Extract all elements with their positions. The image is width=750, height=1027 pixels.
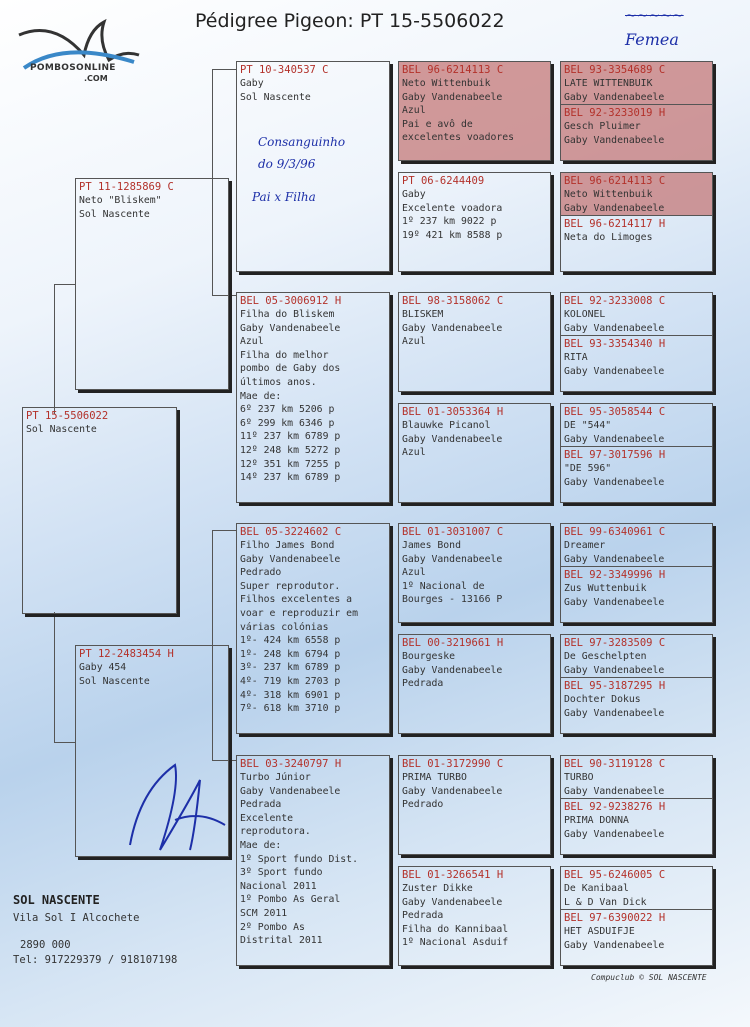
connector-line <box>54 284 76 285</box>
logo-text: POMBOSONLINE <box>30 63 116 73</box>
pedigree-box-sire: PT 11-1285869 C Neto "Bliskem" Sol Nascente <box>75 178 229 390</box>
connector-line <box>212 69 236 70</box>
pedigree-box-gen2: BEL 03-3240797 H Turbo Júnior Gaby Vandenabeele Pedrada Excelente reprodutora. Mae de: 1º Sport fundo Dist. 3º Sport fundo Nacional 2011 1º Pombo As Geral SCM 2011 2º Pombo As Distrital 2011 <box>236 755 390 966</box>
ring-number: PT 12-2483454 H <box>79 648 174 660</box>
pedigree-box-gen4-pair: BEL 95-3058544 C DE "544" Gaby Vandenabeele BEL 97-3017596 H "DE 596" Gaby Vandenabeele <box>560 403 713 503</box>
pedigree-box-gen2: PT 10-340537 C Gaby Sol Nascente <box>236 61 390 272</box>
connector-line <box>54 612 55 742</box>
pombosonline-logo <box>14 10 144 90</box>
pedigree-box-gen4-pair: BEL 97-3283509 C De Geschelpten Gaby Vandenabeele BEL 95-3187295 H Dochter Dokus Gaby Vandenabeele <box>560 634 713 734</box>
connector-line <box>54 284 55 414</box>
pedigree-box-gen3: BEL 01-3266541 H Zuster Dikke Gaby Vandenabeele Pedrada Filha do Kannibaal 1º Nacional Asduif <box>398 866 551 966</box>
breeder-postcode: 2890 000 <box>20 939 71 951</box>
pedigree-box-subject: PT 15-5506022 Sol Nascente <box>22 407 177 614</box>
ring-number: PT 15-5506022 <box>26 410 109 422</box>
connector-line <box>212 530 236 531</box>
handwritten-note-2: do 9/3/96 <box>258 157 316 171</box>
breeder-address: Vila Sol I Alcochete <box>13 912 140 924</box>
pedigree-box-gen4-pair: BEL 90-3119128 C TURBO Gaby Vandenabeele BEL 92-9238276 H PRIMA DONNA Gaby Vandenabeele <box>560 755 713 855</box>
handwritten-note-1: Consanguinho <box>258 135 346 149</box>
pedigree-box-gen3: BEL 96-6214113 C Neto Wittenbuik Gaby Vandenabeele Azul Pai e avô de excelentes voadores <box>398 61 551 161</box>
pedigree-box-gen4-pair: BEL 93-3354689 C LATE WITTENBUIK Gaby Vandenabeele BEL 92-3233019 H Gesch Pluimer Gaby Vandenabeele <box>560 61 713 161</box>
handwritten-note-3: Pai x Filha <box>252 190 316 204</box>
signature-icon <box>120 750 230 870</box>
pedigree-box-gen4-pair: BEL 95-6246005 C De Kanibaal L & D Van Dick BEL 97-6390022 H HET ASDUIFJE Gaby Vandenabeele <box>560 866 713 966</box>
pigeon-logo-icon <box>14 10 144 90</box>
pedigree-box-gen3: BEL 98-3158062 C BLISKEM Gaby Vandenabeele Azul <box>398 292 551 392</box>
pedigree-box-gen3: BEL 01-3053364 H Blauwke Picanol Gaby Vandenabeele Azul <box>398 403 551 503</box>
pedigree-box-gen4-pair: BEL 99-6340961 C Dreamer Gaby Vandenabeele BEL 92-3349996 H Zus Wuttenbuik Gaby Vandenabeele <box>560 523 713 623</box>
page-title: Pédigree Pigeon: PT 15-5506022 <box>195 10 505 32</box>
breeder-phone: Tel: 917229379 / 918107198 <box>13 954 178 966</box>
breeder-name: SOL NASCENTE <box>13 893 100 907</box>
handwritten-sex: Femea <box>625 30 679 49</box>
pedigree-box-gen3: BEL 00-3219661 H Bourgeske Gaby Vandenabeele Pedrada <box>398 634 551 734</box>
pedigree-box-gen2: BEL 05-3224602 C Filho James Bond Gaby Vandenabeele Pedrado Super reprodutor. Filhos excelentes a voar e reproduzir em várias colónias 1º- 424 km 6558 p 1º- 248 km 6794 p 3º- 237 km 6789 p 4º- 719 km 2703 p 4º- 318 km 6901 p 7º- 618 km 3710 p <box>236 523 390 734</box>
pedigree-box-gen3: BEL 01-3172990 C PRIMA TURBO Gaby Vandenabeele Pedrado <box>398 755 551 855</box>
pedigree-box-gen4-pair: BEL 92-3233008 C KOLONEL Gaby Vandenabeele BEL 93-3354340 H RITA Gaby Vandenabeele <box>560 292 713 392</box>
pedigree-box-gen3: BEL 01-3031007 C James Bond Gaby Vandenabeele Azul 1º Nacional de Bourges - 13166 P <box>398 523 551 623</box>
logo-subtext: .COM <box>84 74 108 83</box>
ring-number: PT 11-1285869 C <box>79 181 174 193</box>
handwritten-scribble: ~~~~~ <box>625 8 684 24</box>
pedigree-box-gen4-pair: BEL 96-6214113 C Neto Wittenbuik Gaby Vandenabeele BEL 96-6214117 H Neta do Limoges <box>560 172 713 272</box>
pedigree-box-dam: PT 12-2483454 H Gaby 454 Sol Nascente <box>75 645 229 857</box>
connector-line <box>54 742 76 743</box>
pedigree-box-gen3: PT 06-6244409 Gaby Excelente voadora 1º 237 km 9022 p 19º 421 km 8588 p <box>398 172 551 272</box>
pedigree-box-gen2: BEL 05-3006912 H Filha do Bliskem Gaby Vandenabeele Azul Filha do melhor pombo de Gaby dos últimos anos. Mae de: 6º 237 km 5206 p 6º 299 km 6346 p 11º 237 km 6789 p 12º 248 km 5272 p 12º 351 km 7255 p 14º 237 km 6789 p <box>236 292 390 503</box>
software-credit: Compuclub © SOL NASCENTE <box>591 973 707 982</box>
